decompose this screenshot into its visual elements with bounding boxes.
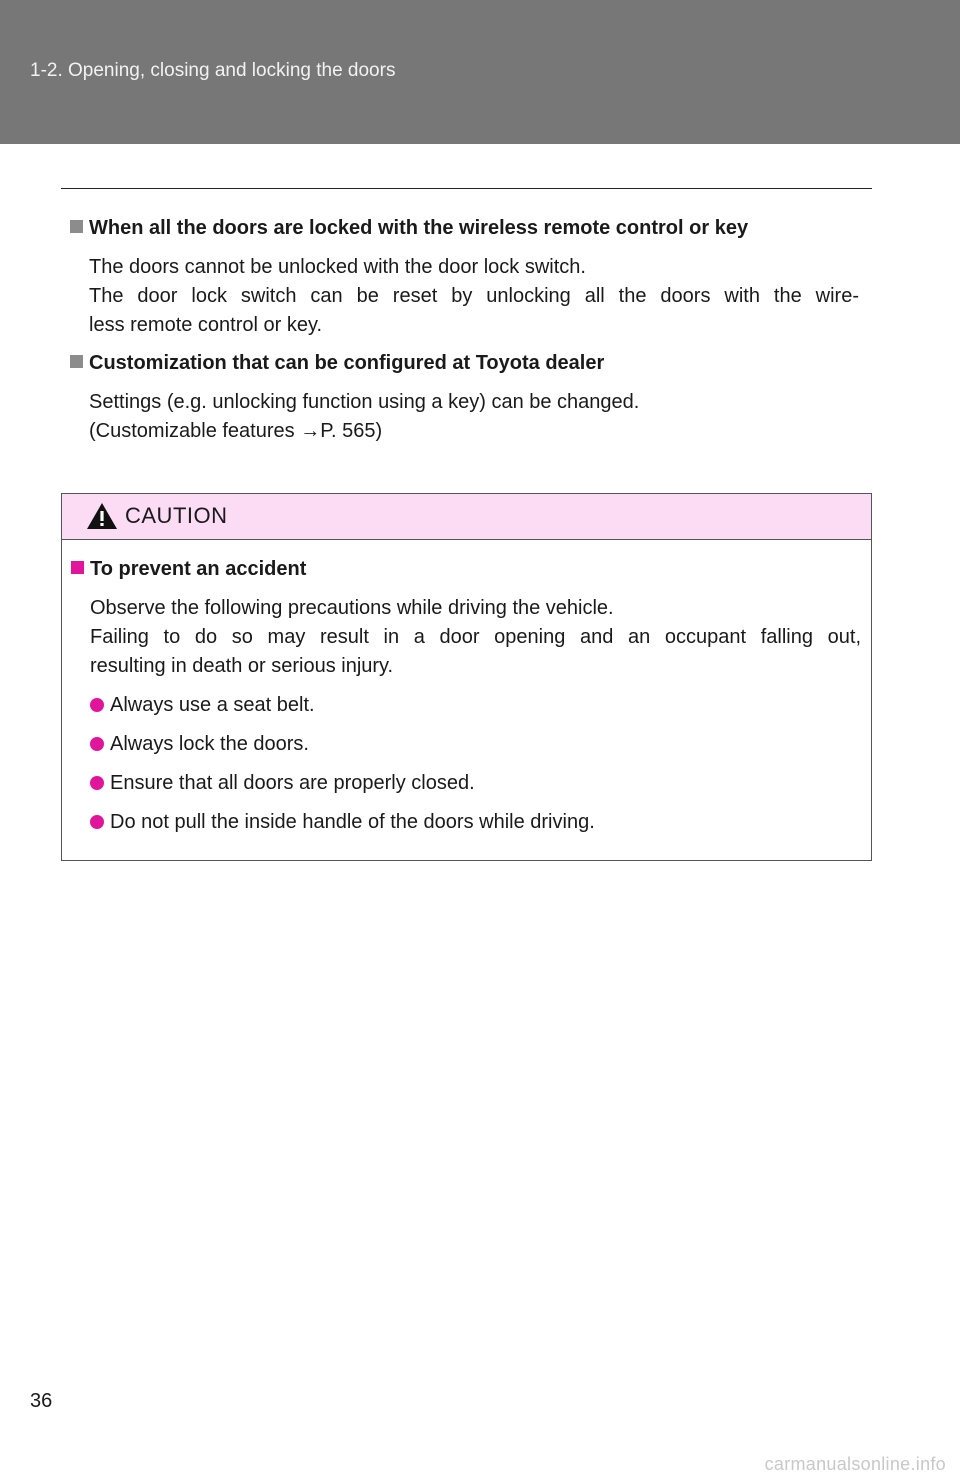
- section-heading: When all the doors are locked with the wireless remote control or key: [70, 217, 870, 243]
- circle-bullet-icon: [90, 776, 104, 790]
- caution-line: Observe the following precautions while driving the vehicle.: [90, 597, 614, 619]
- section-doors-locked: [70, 217, 870, 340]
- body-line: (Customizable features →P. 565): [89, 420, 383, 442]
- header-band: [0, 0, 960, 144]
- caution-heading: To prevent an accident: [71, 558, 861, 584]
- body-line: Settings (e.g. unlocking function using a key) can be changed.: [89, 391, 640, 413]
- caution-bullet-list: [90, 691, 861, 847]
- section-customization: [70, 352, 870, 446]
- body-line: less remote control or key.: [89, 314, 323, 336]
- circle-bullet-icon: [90, 815, 104, 829]
- top-rule: [61, 188, 872, 189]
- square-bullet-icon: [70, 220, 83, 233]
- chapter-title: 1-2. Opening, closing and locking the doors: [30, 60, 396, 81]
- page-number: 36: [30, 1390, 53, 1412]
- list-item: Always lock the doors.: [90, 730, 861, 769]
- square-bullet-icon: [70, 355, 83, 368]
- section-body: [89, 253, 859, 340]
- body-line: The doors cannot be unlocked with the door lock switch.: [89, 256, 586, 278]
- circle-bullet-icon: [90, 698, 104, 712]
- list-item: Do not pull the inside handle of the doors while driving.: [90, 808, 861, 847]
- caution-box: [61, 493, 872, 861]
- circle-bullet-icon: [90, 737, 104, 751]
- caution-body: [71, 558, 861, 847]
- caution-label: CAUTION: [125, 503, 228, 528]
- caution-line: resulting in death or serious injury.: [90, 655, 394, 677]
- list-item: Ensure that all doors are properly closed.: [90, 769, 861, 808]
- section-heading: Customization that can be configured at Toyota dealer: [70, 352, 870, 378]
- warning-triangle-icon: [86, 502, 118, 530]
- caution-text: [90, 594, 861, 681]
- section-body: [89, 388, 859, 446]
- watermark: carmanualsonline.info: [764, 1454, 946, 1474]
- body-line: The door lock switch can be reset by unlocking all the doors with the wire-: [89, 285, 859, 307]
- list-item: Always use a seat belt.: [90, 691, 861, 730]
- caution-line: Failing to do so may result in a door opening and an occupant falling out,: [90, 626, 861, 648]
- square-bullet-icon: [71, 561, 84, 574]
- caution-header: [62, 494, 871, 540]
